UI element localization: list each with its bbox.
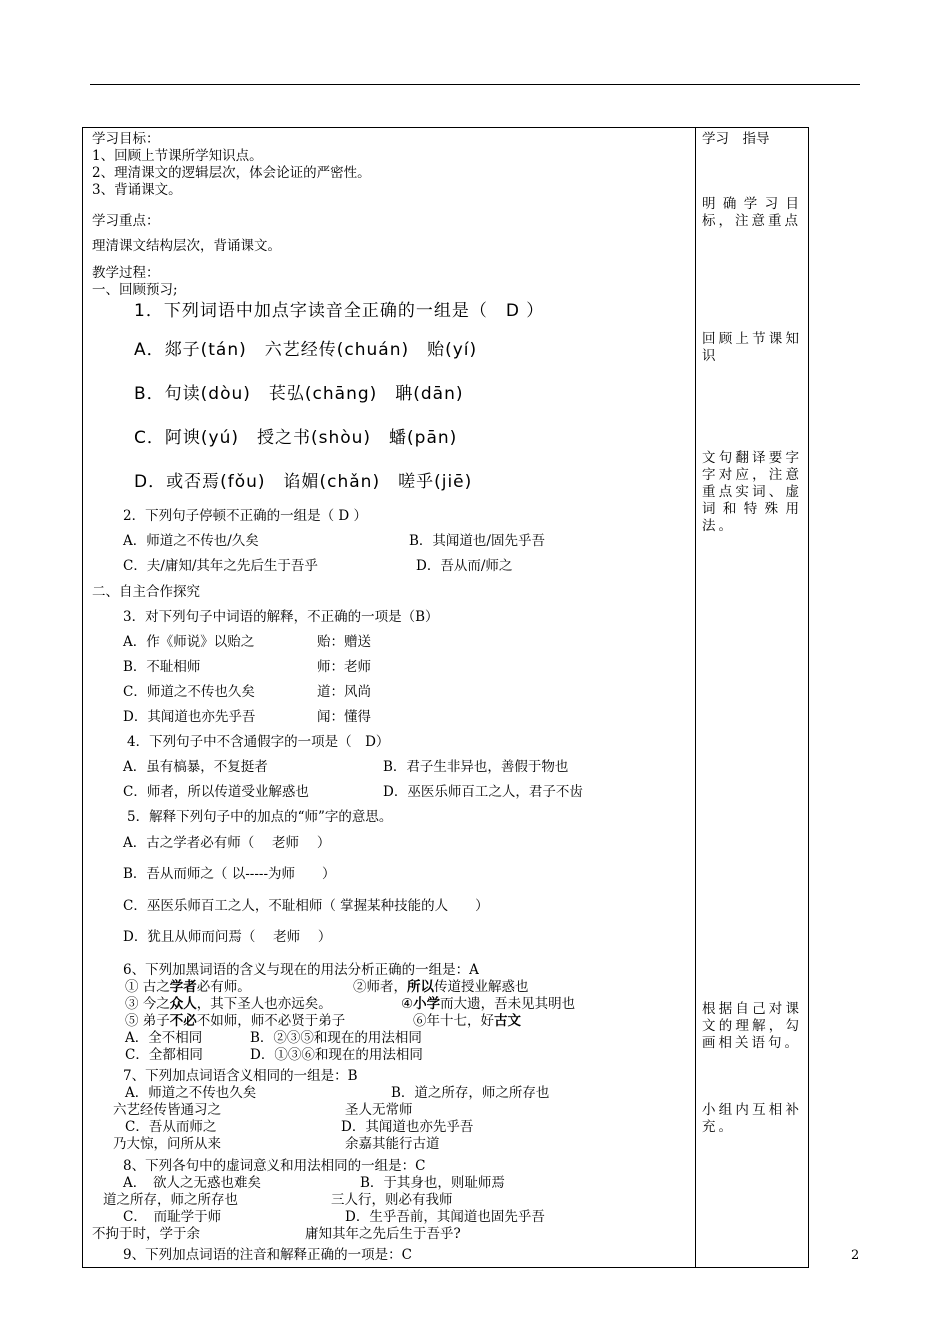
q1-option-a: A．郯子(tán) 六艺经传(chuán) 贻(yí)	[134, 340, 478, 360]
q7-option-a: A．师道之不传也久矣	[125, 1085, 257, 1101]
guidance-note-3: 文句翻译要字字对应，注意重点实词、虚词和特殊用法。	[702, 450, 802, 534]
section-2-heading: 二、自主合作探究	[92, 584, 200, 600]
q9-stem: 9、下列加点词语的注音和解释正确的一项是：C	[123, 1247, 412, 1263]
guidance-column	[696, 128, 808, 1267]
focus-title: 学习重点：	[92, 213, 160, 229]
q8-option-a: A． 欲人之无惑也难矣	[123, 1175, 261, 1191]
guidance-note-4: 根据自己对课文的理解，勾画相关语句。	[702, 1001, 802, 1051]
process-title: 教学过程：	[92, 265, 160, 281]
guidance-note-2: 回顾上节课知识	[702, 331, 802, 364]
q8-option-c: C． 而耻学于师	[123, 1209, 222, 1225]
objectives-title: 学习目标：	[92, 131, 160, 147]
focus-text: 理清课文结构层次，背诵课文。	[92, 238, 281, 254]
guidance-header: 学习 指导	[702, 131, 770, 147]
q7-option-d-pair: 余嘉其能行古道	[345, 1136, 440, 1152]
q4-option-d: D．巫医乐师百工之人，君子不齿	[383, 784, 583, 800]
q2-option-a: A．师道之不传也/久矣	[123, 533, 259, 549]
q3-option-a-gloss: 贻：赠送	[317, 634, 371, 650]
q7-option-c: C．吾从而师之	[125, 1119, 217, 1135]
q3-option-d-gloss: 闻：懂得	[317, 709, 371, 725]
q5-option-b: B．吾从而师之（ 以-----为师 ）	[123, 866, 336, 882]
header-rule	[90, 84, 860, 85]
objective-2: 2、理清课文的逻辑层次，体会论证的严密性。	[92, 165, 371, 181]
q2-option-b: B．其闻道也/固先乎吾	[409, 533, 545, 549]
q3-stem: 3．对下列句子中词语的解释，不正确的一项是（B）	[123, 609, 439, 625]
q8-stem: 8、下列各句中的虚词意义和用法相同的一组是：C	[123, 1158, 426, 1174]
q3-option-b: B．不耻相师	[123, 659, 201, 675]
q4-option-c: C．师者，所以传道受业解惑也	[123, 784, 309, 800]
q8-option-b-pair: 三人行，则必有我师	[331, 1192, 453, 1208]
main-column	[83, 128, 695, 1267]
q1-option-b: B．句读(dòu) 苌弘(chāng) 聃(dān)	[134, 384, 464, 404]
q3-option-c-gloss: 道：风尚	[317, 684, 371, 700]
q3-option-d: D．其闻道也亦先乎吾	[123, 709, 256, 725]
q4-stem: 4．下列句子中不含通假字的一项是（ D）	[127, 734, 390, 750]
q6-line-1-right: ②师者，所以传道授业解惑也	[353, 979, 529, 995]
q7-option-b-pair: 圣人无常师	[345, 1102, 413, 1118]
q6-option-b: B．②③⑤和现在的用法相同	[250, 1030, 422, 1046]
lesson-table	[82, 127, 809, 1268]
q6-option-c: C．全都相同	[125, 1047, 203, 1063]
q2-option-c: C．夫/庸知/其年之先后生于吾乎	[123, 558, 318, 574]
page-number: 2	[851, 1248, 860, 1263]
q7-option-a-pair: 六艺经传皆通习之	[113, 1102, 221, 1118]
q5-stem: 5．解释下列句子中的加点的“师”字的意思。	[127, 809, 393, 825]
q6-option-a: A．全不相同	[125, 1030, 203, 1046]
q5-option-d: D．犹且从师而问焉（ 老师 ）	[123, 929, 332, 945]
objective-1: 1、回顾上节课所学知识点。	[92, 148, 263, 164]
q8-option-d-pair: 庸知其年之先后生于吾乎?	[305, 1226, 461, 1242]
q8-option-b: B．于其身也，则耻师焉	[360, 1175, 505, 1191]
q7-option-b: B．道之所存，师之所存也	[391, 1085, 550, 1101]
q3-option-b-gloss: 师：老师	[317, 659, 371, 675]
q4-option-b: B．君子生非异也，善假于物也	[383, 759, 569, 775]
q7-option-c-pair: 乃大惊，问所从来	[113, 1136, 221, 1152]
guidance-note-1: 明确学习目标，注意重点	[702, 196, 802, 229]
q1-stem: 1．下列词语中加点字读音全正确的一组是（ D ）	[134, 301, 545, 321]
q3-option-a: A．作《师说》以贻之	[123, 634, 255, 650]
q6-stem: 6、下列加黑词语的含义与现在的用法分析正确的一组是：A	[123, 962, 479, 978]
q7-stem: 7、下列加点词语含义相同的一组是：B	[123, 1068, 358, 1084]
q6-line-3: ⑤ 弟子不必不如师，师不必贤于弟子	[125, 1013, 346, 1029]
q3-option-c: C．师道之不传也久矣	[123, 684, 255, 700]
q2-option-d: D．吾从而/师之	[416, 558, 513, 574]
q1-option-d: D．或否焉(fǒu) 谄媚(chǎn) 嗟乎(jiē)	[134, 472, 473, 492]
q6-line-2-right: ④小学而大遗，吾未见其明也	[401, 996, 576, 1012]
q8-option-d: D．生乎吾前，其闻道也固先乎吾	[345, 1209, 545, 1225]
q6-line-3-right: ⑥年十七，好古文	[413, 1013, 521, 1029]
q8-option-c-pair: 不拘于时，学于余	[92, 1226, 200, 1242]
objective-3: 3、背诵课文。	[92, 182, 182, 198]
q4-option-a: A．虽有槁暴，不复挺者	[123, 759, 268, 775]
q8-option-a-pair: 道之所存，师之所存也	[103, 1192, 238, 1208]
q1-option-c: C．阿谀(yú) 授之书(shòu) 蟠(pān)	[134, 428, 458, 448]
q5-option-c: C．巫医乐师百工之人，不耻相师（ 掌握某种技能的人 ）	[123, 898, 489, 914]
q7-option-d: D．其闻道也亦先乎吾	[341, 1119, 474, 1135]
q2-stem: 2．下列句子停顿不正确的一组是（ D ）	[123, 508, 367, 524]
q6-line-1: ① 古之学者必有师。	[125, 979, 251, 995]
guidance-note-5: 小组内互相补充。	[702, 1102, 802, 1135]
q6-option-d: D．①③⑥和现在的用法相同	[250, 1047, 423, 1063]
section-1-heading: 一、回顾预习;	[92, 282, 178, 298]
q6-line-2: ③ 今之众人，其下圣人也亦远矣。	[125, 996, 332, 1012]
q5-option-a: A．古之学者必有师（ 老师 ）	[123, 835, 331, 851]
